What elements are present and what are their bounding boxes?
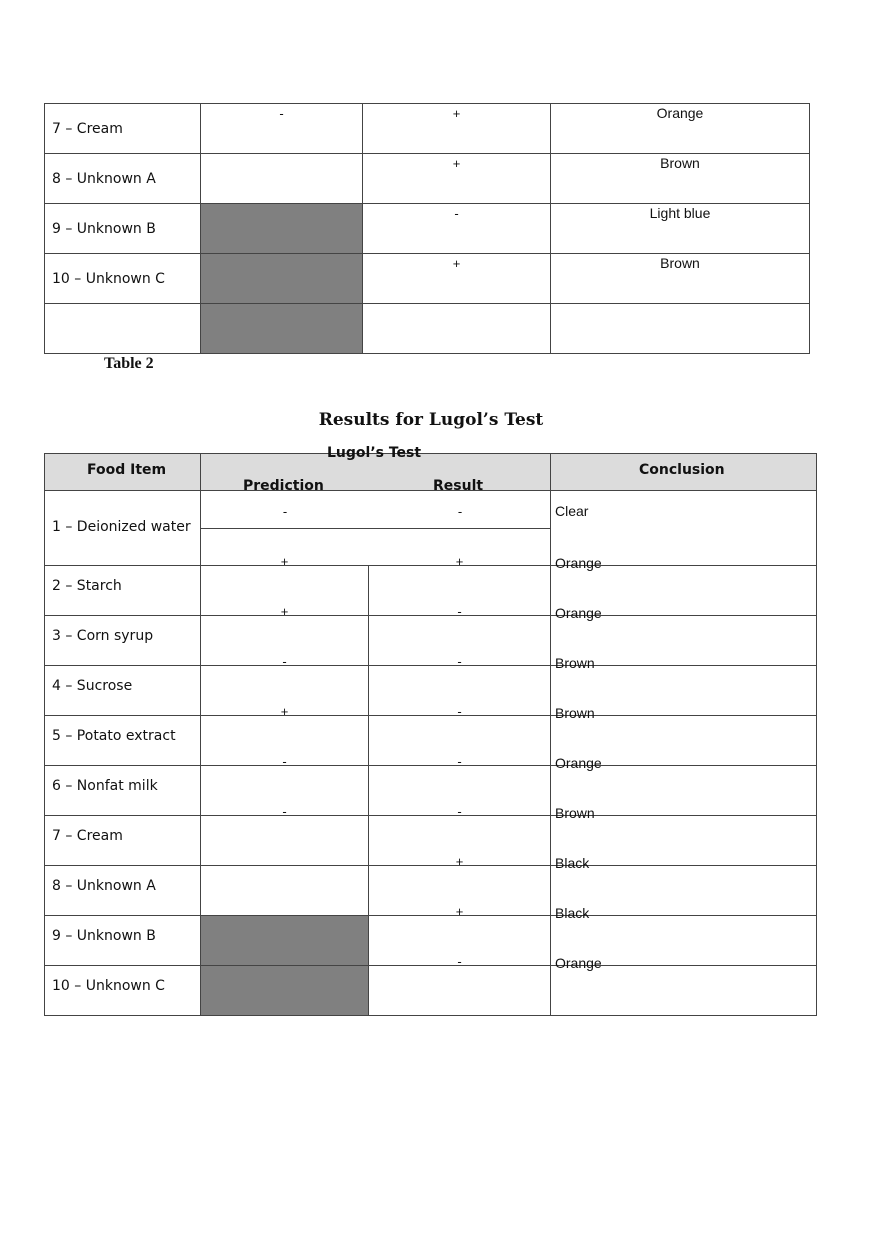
food-item-label: 1 – Deionized water [52,519,191,535]
food-item-cell [45,966,201,1016]
food-item-cell [45,616,201,666]
food-item-cell [45,816,201,866]
header-result: Result [433,478,484,494]
food-item-label: 2 – Starch [52,578,122,594]
color-value: Orange [656,105,704,121]
color-value: Brown [660,255,700,271]
result-cell [363,304,551,354]
conclusion-value: Clear [555,503,589,519]
food-item-cell [45,916,201,966]
prediction-value: - [282,654,287,669]
food-item-cell [45,491,201,566]
conclusion-value: Orange [555,605,602,621]
food-item-cell [45,716,201,766]
row-divider [201,528,550,529]
result-cell [363,204,551,254]
result-value: + [455,904,464,919]
table-row [45,104,810,154]
color-cell [551,104,810,154]
food-item-cell [45,766,201,816]
food-item-cell [45,666,201,716]
food-item-label: 8 – Unknown A [52,878,156,894]
food-item-cell [45,104,201,154]
food-item-label: 10 – Unknown C [52,978,165,994]
prediction-cell [201,104,363,154]
color-cell [551,204,810,254]
prediction-value: - [279,106,284,121]
food-item-cell [45,566,201,616]
result-cell [363,154,551,204]
result-value: - [457,954,462,969]
food-item-cell [45,154,201,204]
food-item-label: 9 – Unknown B [52,928,156,944]
prediction-cell [201,804,369,866]
section-title: Results for Lugol’s Test [318,410,544,430]
prediction-cell [201,204,363,254]
conclusion-value: Black [555,855,590,871]
prediction-value: - [282,504,288,519]
prediction-cell [201,866,369,916]
conclusion-value: Orange [555,555,602,571]
conclusion-value: Orange [555,955,602,971]
prediction-value: - [282,804,287,819]
header-prediction: Prediction [243,478,324,494]
result-value: - [454,206,459,221]
result-value: - [457,604,462,619]
color-value: Light blue [649,205,711,221]
food-item-cell [45,204,201,254]
conclusion-value: Orange [555,755,602,771]
result-value: + [455,554,464,569]
result-value: + [455,854,464,869]
prediction-cell [201,916,369,966]
prediction-value: - [282,754,287,769]
result-value: + [452,256,461,271]
prediction-value: + [280,554,289,569]
prediction-value: + [280,604,289,619]
result-value: - [457,704,462,719]
conclusion-value: Brown [555,705,595,721]
prediction-cell [201,966,369,1016]
result-value: - [457,804,462,819]
food-item-label: 7 – Cream [52,828,123,844]
lugols-results-table [44,445,817,1016]
conclusion-cell [551,955,817,1016]
food-item-label: 8 – Unknown A [52,171,156,187]
food-item-label: 6 – Nonfat milk [52,778,158,794]
conclusion-value: Brown [555,805,595,821]
color-value: Brown [660,155,700,171]
conclusion-value: Brown [555,655,595,671]
result-value: - [457,654,462,669]
benedicts-results-table [44,103,810,354]
result-cell [363,104,551,154]
header-food-item: Food Item [87,462,167,478]
result-cell [363,254,551,304]
table-row [45,204,810,254]
header-cell-conclusion [551,454,817,491]
food-item-label: 9 – Unknown B [52,221,156,237]
conclusion-cell [551,805,817,866]
table-header-row [45,454,817,491]
color-cell [551,304,810,354]
food-item-label: 4 – Sucrose [52,678,133,694]
prediction-cell [201,154,363,204]
table-row [45,154,810,204]
header-cell-food-item [45,454,201,491]
result-value: + [452,156,461,171]
result-value: - [457,504,463,519]
food-item-label: 3 – Corn syrup [52,628,154,644]
prediction-value: + [280,704,289,719]
result-value: - [457,754,462,769]
food-item-label: 7 – Cream [52,121,123,137]
header-group-label: Lugol’s Test [327,445,422,461]
food-item-cell [45,866,201,916]
food-item-cell [45,254,201,304]
color-cell [551,254,810,304]
result-value: + [452,106,461,121]
conclusion-cell [551,855,817,916]
table-row [45,304,810,354]
prediction-cell [201,254,363,304]
conclusion-value: Black [555,905,590,921]
header-cell-lugols-test [201,445,551,494]
food-item-label: 10 – Unknown C [52,271,165,287]
table-caption: Table 2 [104,355,154,372]
food-item-label: 5 – Potato extract [52,728,176,744]
result-cell [369,954,551,1016]
table-row [45,254,810,304]
header-conclusion: Conclusion [639,462,725,478]
color-cell [551,154,810,204]
food-item-cell [45,304,201,354]
prediction-cell [201,304,363,354]
table-row [45,966,817,1016]
